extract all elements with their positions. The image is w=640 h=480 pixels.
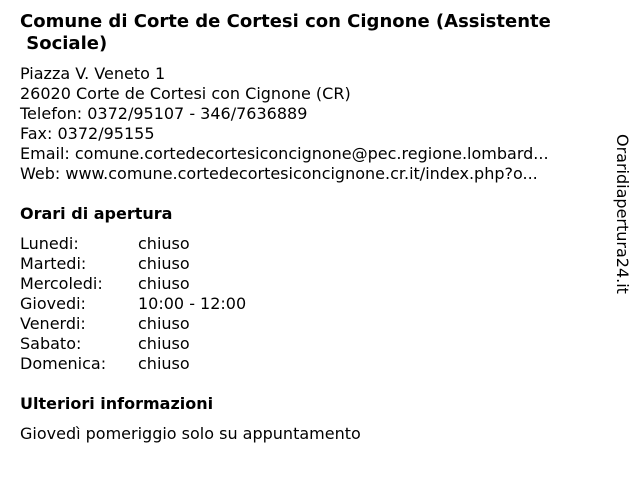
hours-row-sunday [20, 354, 420, 374]
hours-row-saturday [20, 334, 420, 354]
fax-text: Fax: 0372/95155 [20, 124, 155, 143]
hours-value: chiuso [138, 254, 190, 273]
day-label: Martedi: [20, 254, 87, 273]
contact-info [20, 64, 600, 184]
hours-row-tuesday [20, 254, 420, 274]
hours-value: chiuso [138, 354, 190, 373]
day-label: Mercoledi: [20, 274, 103, 293]
more-info-text: Giovedì pomeriggio solo su appuntamento [20, 424, 361, 443]
hours-value: chiuso [138, 274, 190, 293]
day-label: Giovedi: [20, 294, 86, 313]
page-title [20, 11, 620, 55]
opening-hours-heading: Orari di apertura [20, 204, 173, 223]
hours-value: chiuso [138, 234, 190, 253]
phone-text: Telefon: 0372/95107 - 346/7636889 [20, 104, 308, 123]
title-line-2: Sociale) [20, 33, 108, 54]
more-info-heading: Ulteriori informazioni [20, 394, 214, 413]
title-line-1: Comune di Corte de Cortesi con Cignone (Assistente [20, 11, 551, 32]
address-city: 26020 Corte de Cortesi con Cignone (CR) [20, 84, 351, 103]
day-label: Lunedi: [20, 234, 79, 253]
hours-row-thursday [20, 294, 420, 314]
hours-row-monday [20, 234, 420, 254]
hours-row-wednesday [20, 274, 420, 294]
opening-hours-table [20, 234, 420, 374]
web-text: Web: www.comune.cortedecortesiconcignone.cr.it/index.php?o... [20, 164, 538, 183]
day-label: Domenica: [20, 354, 107, 373]
hours-value: chiuso [138, 314, 190, 333]
hours-row-friday [20, 314, 420, 334]
email-text: Email: comune.cortedecortesiconcignone@pec.regione.lombard... [20, 144, 549, 163]
address-street: Piazza V. Veneto 1 [20, 64, 166, 83]
watermark-text: Oraridiapertura24.it [613, 134, 632, 294]
day-label: Sabato: [20, 334, 82, 353]
hours-value: 10:00 - 12:00 [138, 294, 247, 313]
site-watermark [612, 134, 634, 310]
day-label: Venerdi: [20, 314, 86, 333]
hours-value: chiuso [138, 334, 190, 353]
